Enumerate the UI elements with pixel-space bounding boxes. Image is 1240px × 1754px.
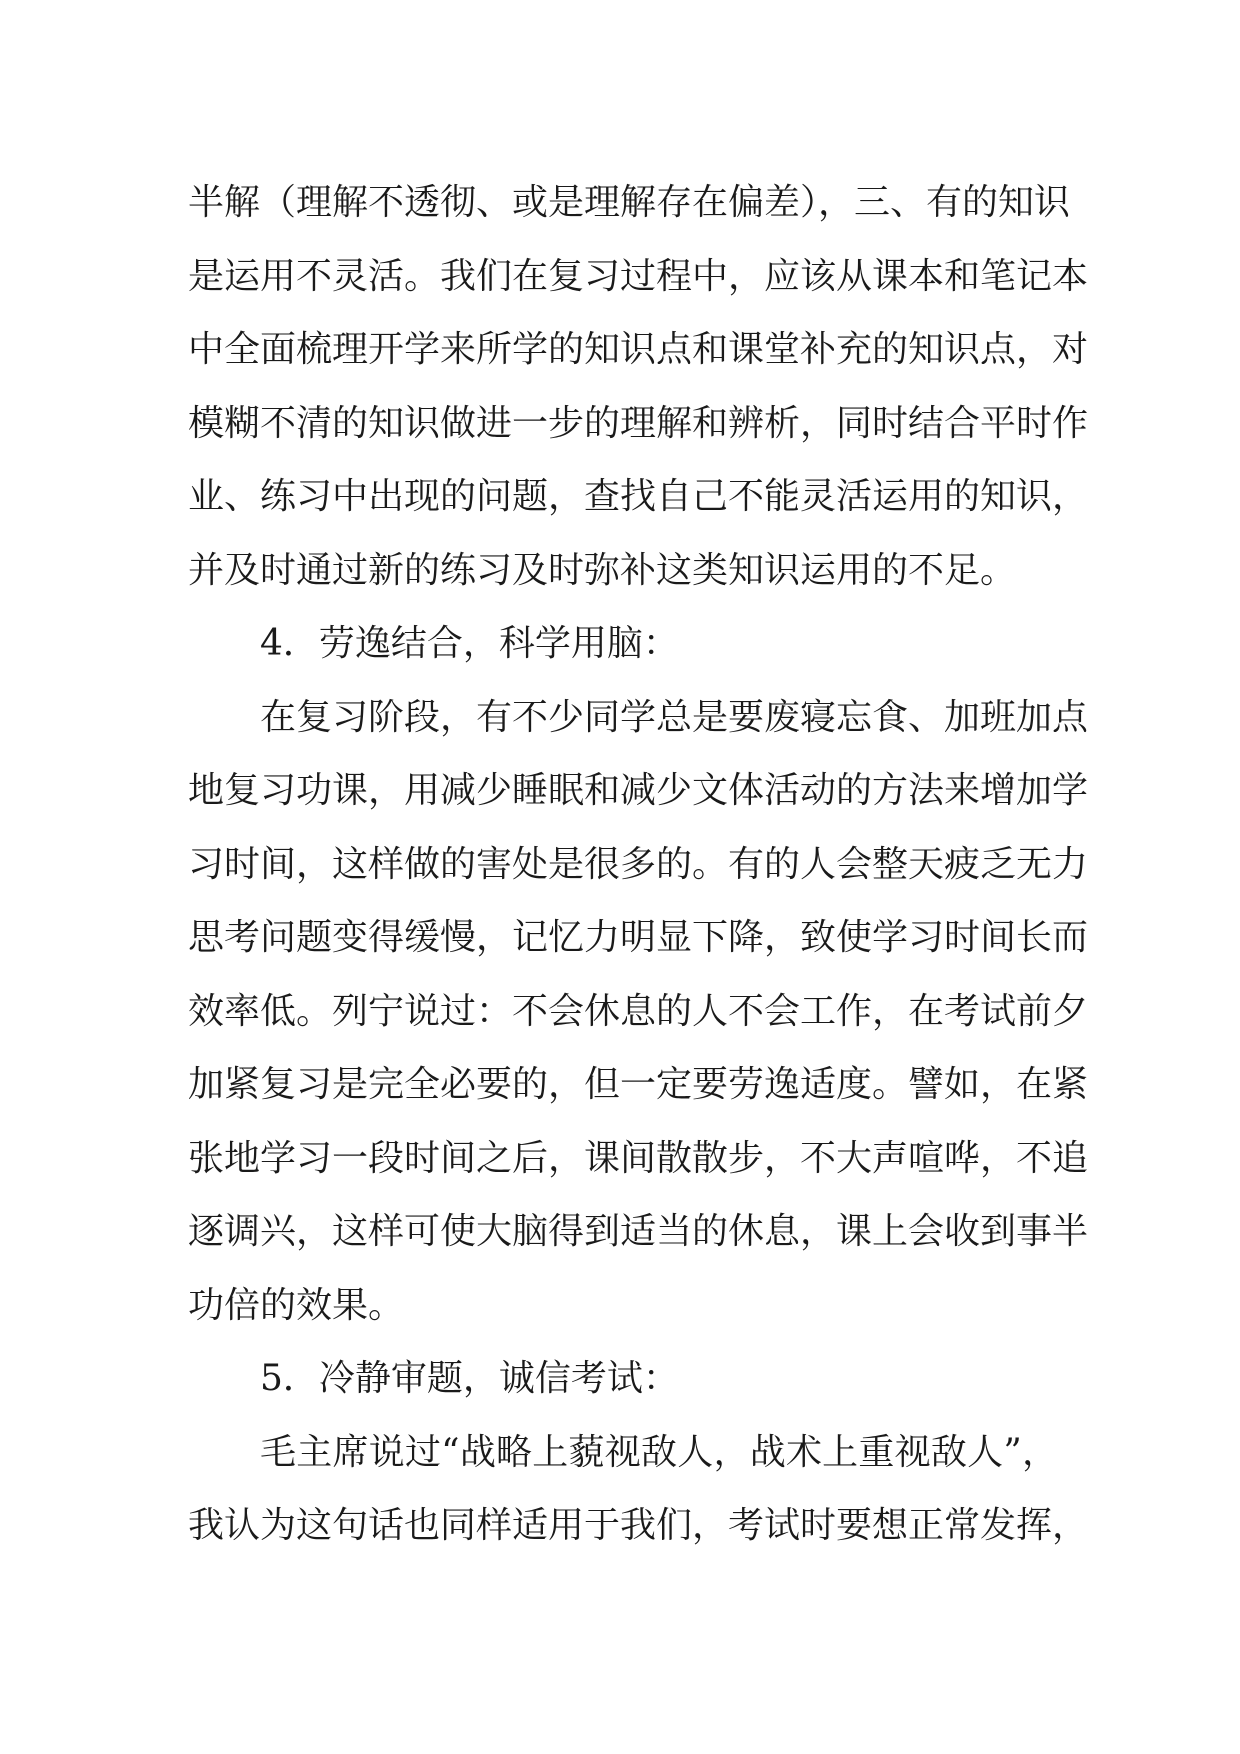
body-text xyxy=(188,166,1089,1563)
text-line: 毛主席说过“战略上藐视敌人，战术上重视敌人”， xyxy=(260,1431,1058,1473)
text-line: 半解（理解不透彻、或是理解存在偏差），三、有的知识 xyxy=(188,182,1071,223)
text-line: 习时间，这样做的害处是很多的。有的人会整天疲乏无力 xyxy=(188,843,1089,885)
text-line: 是运用不灵活。我们在复习过程中，应该从课本和笔记本 xyxy=(188,255,1089,297)
text-line: 效率低。列宁说过：不会休息的人不会工作，在考试前夕 xyxy=(188,990,1089,1032)
text-line: 中全面梳理开学来所学的知识点和课堂补充的知识点，对 xyxy=(188,329,1089,370)
text-line: 我认为这句话也同样适用于我们，考试时要想正常发挥， xyxy=(188,1505,1089,1546)
text-line: 功倍的效果。 xyxy=(188,1284,405,1326)
section-heading-4: 4．劳逸结合，科学用脑： xyxy=(260,623,679,664)
text-line: 在复习阶段，有不少同学总是要废寝忘食、加班加点 xyxy=(260,696,1089,738)
text-line: 加紧复习是完全必要的，但一定要劳逸适度。譬如，在紧 xyxy=(188,1064,1089,1105)
text-line: 模糊不清的知识做进一步的理解和辨析，同时结合平时作 xyxy=(188,402,1089,444)
text-line: 业、练习中出现的问题，查找自己不能灵活运用的知识， xyxy=(188,476,1089,517)
text-line: 思考问题变得缓慢，记忆力明显下降，致使学习时间长而 xyxy=(188,917,1089,958)
text-line: 并及时通过新的练习及时弥补这类知识运用的不足。 xyxy=(188,549,1017,591)
text-line: 张地学习一段时间之后，课间散散步，不大声喧哗，不追 xyxy=(188,1137,1089,1179)
section-heading-5: 5．冷静审题，诚信考试： xyxy=(260,1358,679,1399)
text-line: 地复习功课，用减少睡眠和减少文体活动的方法来增加学 xyxy=(188,770,1089,811)
text-line: 逐调兴，这样可使大脑得到适当的休息，课上会收到事半 xyxy=(188,1211,1089,1252)
